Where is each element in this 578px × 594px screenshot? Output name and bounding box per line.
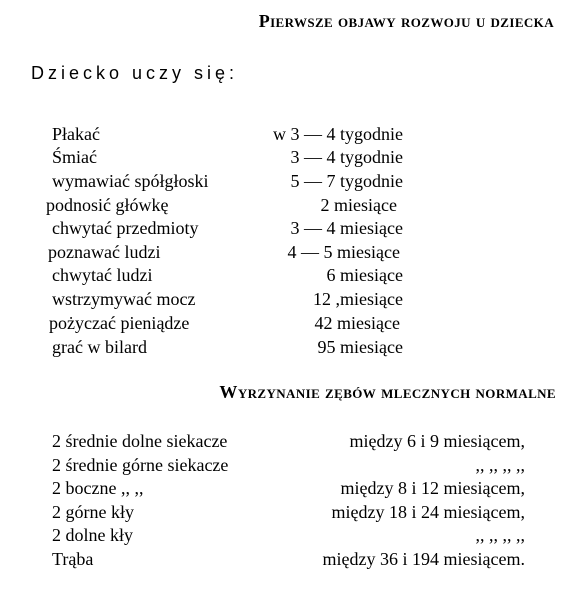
time-value: między 8 i 12 miesiącem, xyxy=(340,478,525,498)
time-value: między 6 i 9 miesiącem, xyxy=(349,431,525,451)
time-value: ,, ,, ,, ,, xyxy=(475,455,525,475)
skill-label: chwytać przedmioty xyxy=(52,218,199,238)
age-value: 42 miesiące xyxy=(314,313,400,333)
skill-label: wymawiać spółgłoski xyxy=(52,171,209,191)
teeth-label: 2 średnie górne siekacze xyxy=(52,455,229,475)
age-value: 3 — 4 tygodnie xyxy=(290,147,403,167)
skill-label: grać w bilard xyxy=(52,337,147,357)
section-title-teething: Wyrzynanie zębów mlecznych normalne xyxy=(219,382,556,402)
time-value: ,, ,, ,, ,, xyxy=(475,525,525,545)
skill-label: Śmiać xyxy=(52,147,97,167)
skill-label: wstrzymywać mocz xyxy=(52,289,196,309)
skill-label: chwytać ludzi xyxy=(52,265,153,285)
time-value: między 18 i 24 miesiącem, xyxy=(331,502,525,522)
time-value: między 36 i 194 miesiącem. xyxy=(322,549,525,569)
skill-label: podnosić główkę xyxy=(46,195,169,215)
teeth-label: Trąba xyxy=(52,549,94,569)
age-value: w 3 — 4 tygodnie xyxy=(273,124,403,144)
age-value: 2 miesiące xyxy=(320,195,397,215)
teeth-label: 2 boczne ,, ,, xyxy=(52,478,144,498)
section-title-development: Pierwsze objawy rozwoju u dziecka xyxy=(258,11,554,31)
age-value: 3 — 4 miesiące xyxy=(290,218,403,238)
age-value: 6 miesiące xyxy=(326,265,403,285)
teeth-label: 2 średnie dolne siekacze xyxy=(52,431,228,451)
skill-label: poznawać ludzi xyxy=(48,242,161,262)
teeth-label: 2 dolne kły xyxy=(52,525,133,545)
age-value: 95 miesiące xyxy=(317,337,403,357)
subtitle-child-learns: Dziecko uczy się: xyxy=(31,63,239,83)
skill-label: Płakać xyxy=(52,124,100,144)
age-value: 5 — 7 tygodnie xyxy=(290,171,403,191)
age-value: 4 — 5 miesiące xyxy=(287,242,400,262)
age-value: 12 ,miesiące xyxy=(313,289,403,309)
teeth-label: 2 górne kły xyxy=(52,502,134,522)
skill-label: pożyczać pieniądze xyxy=(49,313,190,333)
